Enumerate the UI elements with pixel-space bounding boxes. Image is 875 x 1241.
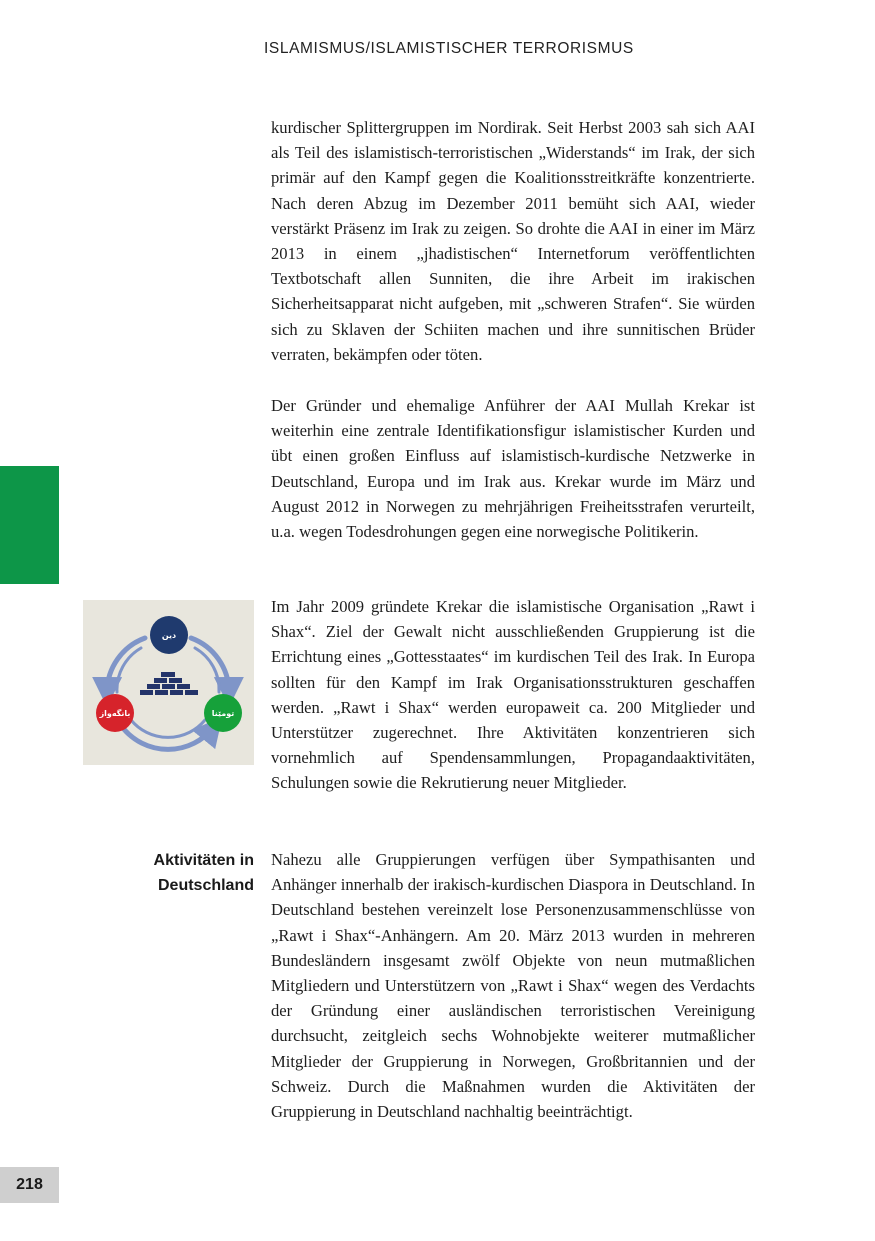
margin-heading-line-2: Deutschland: [157, 877, 254, 894]
paragraph-1: kurdischer Splittergruppen im Nordirak. Seit Herbst 2003 sah sich AAI als Teil des islamistisch-terroristischen „Widerstands“ im Irak, der sich primär auf den Kampf gegen die Koalitionsstreitkräfte konzentrierte. Nach deren Abzug im Dezember 2011 bemüht sich AAI, wieder verstärkt Präsenz im Irak zu zeigen. So drohte die AAI in einer im März 2013 in einem „jhadistischen“ Internetforum veröffentlichten Textbotschaft allen Sunniten, die ihre Arbeit im irakischen Sicherheitsapparat nicht aufgeben, mit „schweren Strafen“. Sie würden sich zu Sklaven der Schiiten machen und ihre sunnitischen Brüder verraten, bekämpfen oder töten.: [271, 118, 755, 364]
logo-label-top: دین: [161, 631, 177, 640]
running-header-title: ISLAMISMUS/ISLAMISTISCHER TERRORISMUS: [264, 40, 634, 57]
paragraph-2: Der Gründer und ehemalige Anführer der AAI Mullah Krekar ist weiterhin eine zentrale Identifikationsfigur islamistischer Kurden und übt einen großen Einfluss auf islamistisch-kurdische Netzwerke in Deutschland, Europa und im Irak aus. Krekar wurde im März und August 2012 in Norwegen zu mehrjährigen Freiheitsstrafen verurteilt, u.a. wegen Todesdrohungen gegen eine norwegische Politikerin.: [271, 396, 755, 542]
paragraph-4: Nahezu alle Gruppierungen verfügen über Sympathisanten und Anhänger innerhalb der irakisch-kurdischen Diaspora in Deutschland. In Deutschland bestehen vereinzelt lose Personenzusammenschlüsse von „Rawt i Shax“-Anhängern. Am 20. März 2013 wurden in mehreren Bundesländern insgesamt zwölf Objekte von neun mutmaßlichen Mitgliedern und Unterstützern von „Rawt i Shax“ wegen des Verdachts der Gründung einer ausländischen terroristischen Vereinigung durchsucht, zeitgleich sechs Wohnobjekte weiterer mutmaßlicher Mitglieder der Gruppierung in Norwegen, Großbritannien und der Schweiz. Durch die Maßnahmen wurden die Aktivitäten der Gruppierung in Deutschland nachhaltig beeinträchtigt.: [271, 850, 755, 1122]
margin-heading-line-1: Aktivitäten in: [153, 852, 254, 869]
page-number: 218: [16, 1176, 43, 1193]
paragraph-3: Im Jahr 2009 gründete Krekar die islamistische Organisation „Rawt i Shax“. Ziel der Gewalt nicht ausschließenden Gruppierung ist die Errichtung eines „Gottesstaates“ im kurdischen Teil des Irak. In Europa sollten für den Kampf im Irak Organisationsstrukturen geschaffen werden. „Rawt i Shax“ werden europaweit ca. 200 Mitglieder und Unterstützer zugerechnet. Ihre Aktivitäten konzentrieren sich vornehmlich auf Spendensammlungen, Propagandaaktivitäten, Schulungen sowie die Rekrutierung neuer Mitglieder.: [271, 597, 755, 793]
margin-heading: [110, 848, 254, 898]
chapter-marker-tab: [0, 466, 59, 584]
brick-wall-icon: [140, 672, 198, 695]
rawt-i-shax-logo: [83, 600, 254, 765]
logo-label-right: تومێنا: [211, 709, 235, 718]
logo-label-left: بانگەواز: [99, 709, 131, 718]
